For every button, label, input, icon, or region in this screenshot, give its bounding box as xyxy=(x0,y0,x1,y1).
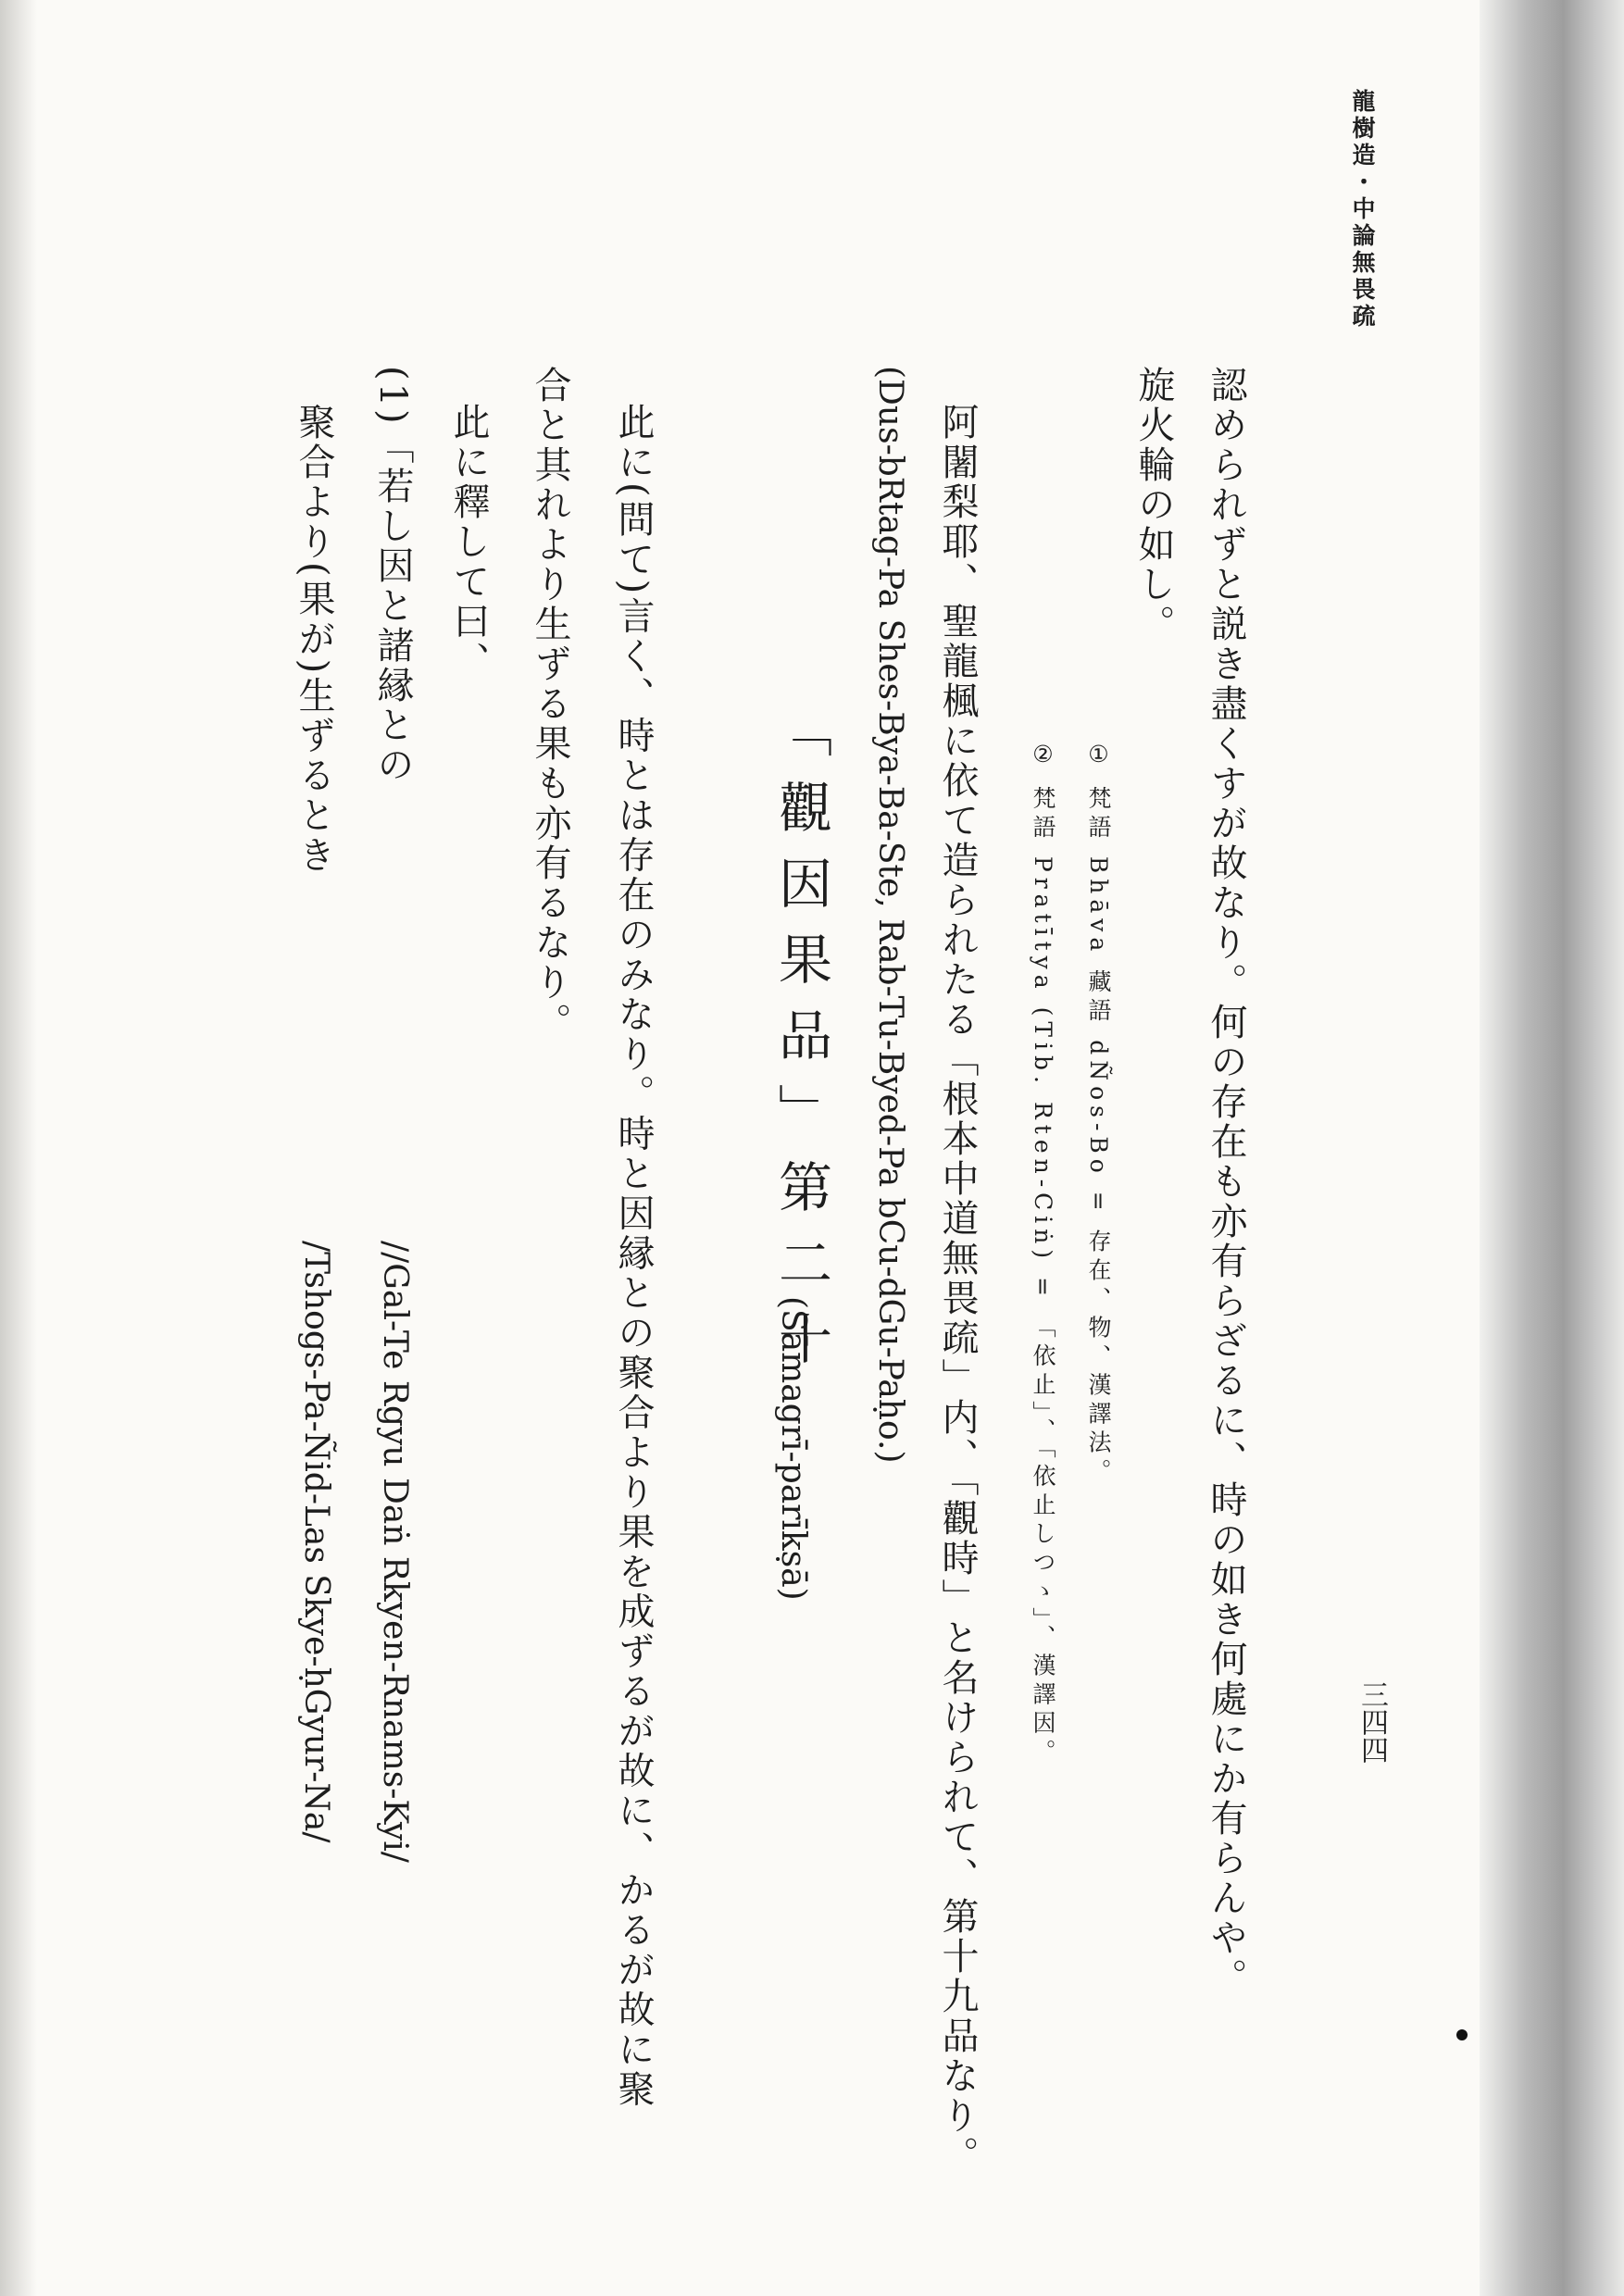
body-line-5: 合と其れより生ずる果も亦有るなり。 xyxy=(529,366,571,1042)
scan-left-shadow xyxy=(0,0,37,2296)
footnote-1: ① 梵語 Bhāva 藏語 dÑos-Bo = 存在、物、漢譯法。 xyxy=(1085,741,1112,1488)
verse-line-2: 聚合より(果が)生ずるとき xyxy=(293,403,335,876)
ink-speck xyxy=(1456,2029,1468,2040)
body-line-2: 旋火輪の如し。 xyxy=(1132,366,1175,644)
tibetan-colophon: (Dus-bRtag-Pa Shes-Bya-Ba-Ste, Rab-Tu-Byed-Pa bCu-dGu-Paḥo.) xyxy=(871,366,909,1464)
tibetan-verse-line-1: //Gal-Te Rgyu Daṅ Rkyen-Rnams-Kyi/ xyxy=(376,1241,414,1863)
tibetan-verse-line-2: /Tshogs-Pa-Ñid-Las Skye-ḥGyur-Na/ xyxy=(297,1241,335,1843)
footnote-2: ② 梵語 Pratītya (Tib. Rten-Ciṅ) = 「依止」、「依止しつゝ」、漢譯因。 xyxy=(1030,741,1056,1768)
verse-line-1: (1)「若し因と諸縁との xyxy=(371,366,414,785)
body-line-1: 認められずと説き盡くすが故なり。何の存在も亦有らざるに、時の如き何處にか有らんや。 xyxy=(1205,366,1247,1998)
body-line-6: 此に釋して曰、 xyxy=(447,403,490,681)
running-title: 龍樹造・中論無畏疏 xyxy=(1349,89,1376,331)
chapter-sanskrit-title: (Sāmagrī-parīkṣā) xyxy=(774,1296,812,1601)
chapter-title: 「觀因果品」第二十 xyxy=(769,704,832,1387)
scan-edge-band xyxy=(1480,0,1624,2296)
body-line-4: 此に(問て)言く、時とは存在のみなり。時と因縁との聚合より果を成ずるが故に、かるが故に聚 xyxy=(612,403,655,2110)
page-number: 三四四 xyxy=(1355,1680,1388,1764)
body-line-3: 阿闍梨耶、聖龍楓に依て造られたる「根本中道無畏疏」内、「觀時」と名けられて、第十九品なり。 xyxy=(936,403,979,2176)
